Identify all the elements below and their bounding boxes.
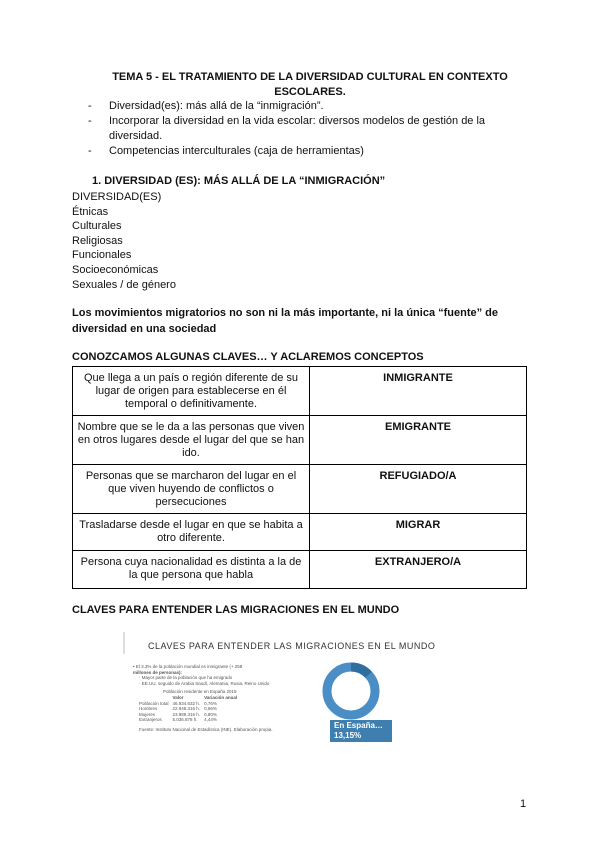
page-number: 1 [520,798,527,810]
badge-value: 13,15% [334,731,362,740]
section-heading-diversidad: 1. DIVERSIDAD (ES): MÁS ALLÁ DE LA “INMIGRACIÓN” [92,175,386,187]
key-statement: Los movimientos migratorios no son ni la más importante, ni la única “fuente” de diversidad en una sociedad [72,307,499,335]
badge-label: En España… [334,721,383,730]
definition-cell: Personas que se marcharon del lugar en el que viven huyendo de conflictos o persecuciones [73,465,310,514]
table-row [73,514,527,551]
table-cell: Hombres [139,706,158,712]
table-cell: Mujeres [139,711,156,717]
topic-item: - Incorporar la diversidad en la vida escolar: diversos modelos de gestión de la diversidad. [88,114,528,144]
table-cell: Población total [139,700,169,706]
diversity-item: Étnicas [72,205,109,218]
slide-line: • El 3,3% de la población mundial es inmigrante (+ 258 [133,664,243,669]
table-row [73,551,527,589]
term-cell: EXTRANJERO/A [310,551,527,589]
slide-line: millones de personas): [133,669,183,675]
slide-table [139,695,241,723]
diversity-item: Culturales [72,220,122,233]
slide-body [133,664,318,733]
table-cell: 0,76% [204,700,217,706]
slide-source: Fuente: Instituto Nacional de Estadística (INE). Elaboración propia. [139,726,273,732]
table-header: Variación anual [204,694,238,700]
diversity-item: Sexuales / de género [72,278,176,291]
definition-cell: Que llega a un país o región diferente de su lugar de origen para establecerse en él temporal o definitivamente. [73,367,310,416]
term-cell: INMIGRANTE [310,367,527,416]
page-title: TEMA 5 - EL TRATAMIENTO DE LA DIVERSIDAD CULTURAL EN CONTEXTO ESCOLARES. [112,71,508,98]
table-heading: CONOZCAMOS ALGUNAS CLAVES… Y ACLAREMOS CONCEPTOS [72,351,424,363]
table-cell: 46.934.632 h. [172,700,201,706]
donut-chart [320,660,382,722]
term-cell: REFUGIADO/A [310,465,527,514]
concepts-table [72,366,527,589]
table-cell: 5.036.878 h. [172,717,198,723]
topic-item: - Competencias interculturales (caja de herramientas) [88,144,528,159]
diversity-item: Socioeconómicas [72,263,159,276]
definition-cell: Trasladarse desde el lugar en que se habita a otro diferente. [73,514,310,551]
slide-line: · EE.UU. seguido de Arabia Saudí, Alemania, Rusia, Reino Unido [139,680,270,686]
table-cell: 0,66% [204,706,217,712]
term-cell: MIGRAR [310,514,527,551]
diversity-item: DIVERSIDAD(ES) [72,191,162,203]
topic-list [88,99,528,159]
term-cell: EMIGRANTE [310,416,527,465]
table-row [73,465,527,514]
table-row [73,416,527,465]
diversity-list [72,190,176,292]
section-heading-claves: CLAVES PARA ENTENDER LAS MIGRACIONES EN EL MUNDO [72,604,400,616]
table-cell: 22.945.316 h. [172,706,201,712]
diversity-item: Funcionales [72,249,132,262]
slide-line: · Mayor parte de la población que ha emigrado [139,675,233,681]
table-header: Valor [172,694,184,700]
table-cell: 0,80% [204,711,217,717]
slide-table-caption: Población residente en España 2019 [163,689,237,695]
slide-title: CLAVES PARA ENTENDER LAS MIGRACIONES EN EL MUNDO [148,641,436,651]
table-row [139,717,241,723]
definition-cell: Persona cuya nacionalidad es distinta a la de la que persona que habla [73,551,310,589]
spain-badge [330,720,392,742]
diversity-item: Religiosas [72,234,123,247]
topic-item: - Diversidad(es): más allá de la “inmigración”. [88,99,528,114]
table-cell: 23.989.316 h. [172,711,201,717]
definition-cell: Nombre que se le da a las personas que viven en otros lugares desde el lugar del que se han ido. [73,416,310,465]
table-row [73,367,527,416]
table-cell: Extranjeros [139,717,162,723]
table-cell: 4,44% [204,717,217,723]
